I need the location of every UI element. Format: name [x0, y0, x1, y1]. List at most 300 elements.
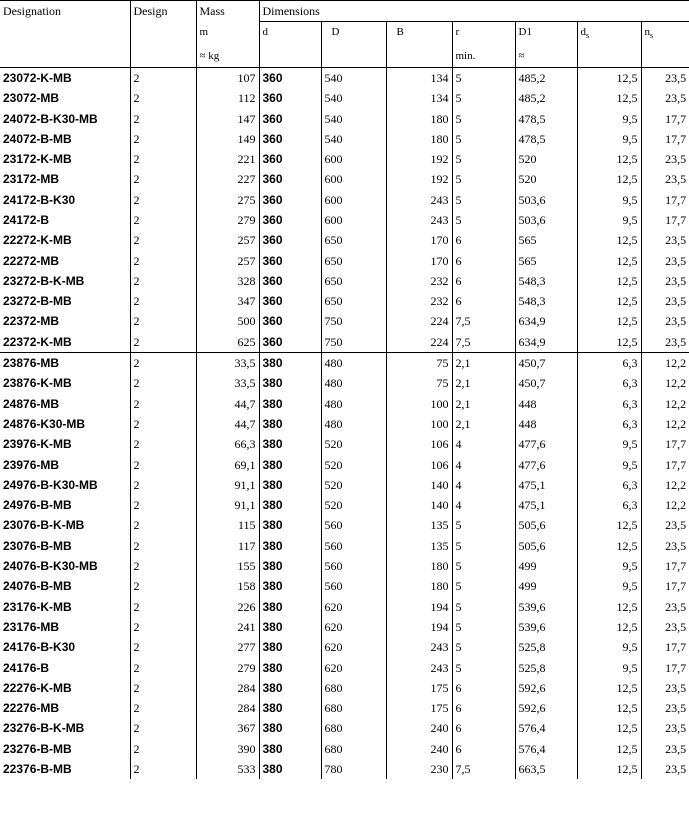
cell-ds: 12,5 [577, 759, 641, 779]
header-ds-sub: s [586, 31, 590, 41]
cell-ds: 12,5 [577, 739, 641, 759]
cell-designation: 23172-MB [3, 172, 60, 187]
cell-d: 380 [259, 637, 321, 657]
table-row [0, 556, 689, 576]
cell-ns: 12,2 [641, 475, 689, 495]
cell-r: 4 [452, 434, 515, 454]
cell-D: 650 [321, 291, 386, 311]
cell-d: 380 [259, 617, 321, 637]
header-ns-base: n [644, 26, 650, 39]
cell-design: 2 [130, 495, 196, 515]
cell-ns: 23,5 [641, 617, 689, 637]
table-row [0, 617, 689, 637]
cell-design: 2 [130, 657, 196, 677]
cell-B: 243 [386, 637, 452, 657]
cell-ns: 23,5 [641, 739, 689, 759]
cell-r: 6 [452, 291, 515, 311]
cell-ds: 6,3 [577, 394, 641, 414]
header-r-note: min. [452, 46, 515, 67]
cell-B: 180 [386, 556, 452, 576]
cell-designation: 24876-K30-MB [3, 416, 86, 431]
cell-design: 2 [130, 373, 196, 393]
cell-r: 5 [452, 617, 515, 637]
table-row [0, 475, 689, 495]
cell-d: 380 [259, 536, 321, 556]
cell-D1: 478,5 [515, 129, 577, 149]
cell-ds: 12,5 [577, 678, 641, 698]
table-row [0, 434, 689, 454]
cell-r: 5 [452, 576, 515, 596]
cell-r: 6 [452, 718, 515, 738]
cell-design: 2 [130, 190, 196, 210]
cell-d: 360 [259, 67, 321, 88]
cell-designation: 24176-B-K30 [3, 640, 76, 655]
cell-B: 243 [386, 210, 452, 230]
cell-ns: 23,5 [641, 250, 689, 270]
cell-ds: 6,3 [577, 475, 641, 495]
cell-D: 750 [321, 332, 386, 353]
cell-D: 480 [321, 394, 386, 414]
cell-d: 360 [259, 230, 321, 250]
cell-ns: 17,7 [641, 637, 689, 657]
cell-ds: 9,5 [577, 434, 641, 454]
cell-d: 380 [259, 698, 321, 718]
cell-designation: 23876-MB [0, 352, 130, 373]
table-row [0, 576, 689, 596]
cell-D1: 576,4 [515, 739, 577, 759]
header-mass-unit: ≈ kg [196, 46, 259, 67]
cell-d: 360 [259, 311, 321, 331]
cell-design: 2 [130, 88, 196, 108]
cell-B: 192 [386, 149, 452, 169]
cell-d: 380 [259, 576, 321, 596]
cell-B: 180 [386, 108, 452, 128]
cell-D1: 525,8 [515, 657, 577, 677]
cell-B: 224 [386, 332, 452, 353]
cell-B: 192 [386, 169, 452, 189]
cell-mass: 275 [196, 190, 259, 210]
cell-d: 380 [259, 352, 321, 373]
cell-ns: 23,5 [641, 230, 689, 250]
cell-ns: 12,2 [641, 495, 689, 515]
cell-r: 5 [452, 210, 515, 230]
cell-designation: 24076-B-K30-MB [3, 559, 98, 574]
cell-mass: 257 [196, 250, 259, 270]
cell-D1: 539,6 [515, 597, 577, 617]
cell-ds: 12,5 [577, 149, 641, 169]
cell-B: 100 [386, 394, 452, 414]
cell-design: 2 [130, 129, 196, 149]
cell-D: 560 [321, 515, 386, 535]
cell-d: 380 [259, 394, 321, 414]
cell-ds: 9,5 [577, 108, 641, 128]
cell-D1: 634,9 [515, 311, 577, 331]
cell-B: 175 [386, 698, 452, 718]
table-body [0, 67, 689, 779]
cell-r: 6 [452, 698, 515, 718]
cell-ns: 17,7 [641, 108, 689, 128]
cell-D: 540 [321, 88, 386, 108]
cell-D1: 485,2 [515, 88, 577, 108]
cell-design: 2 [130, 250, 196, 270]
cell-mass: 257 [196, 230, 259, 250]
cell-ns: 23,5 [641, 271, 689, 291]
cell-d: 360 [259, 169, 321, 189]
cell-D1: 565 [515, 250, 577, 270]
cell-ns: 23,5 [641, 291, 689, 311]
header-row-symbols [0, 22, 689, 47]
cell-ns: 17,7 [641, 210, 689, 230]
cell-design: 2 [130, 311, 196, 331]
cell-r: 5 [452, 190, 515, 210]
cell-d: 380 [259, 657, 321, 677]
cell-d: 380 [259, 434, 321, 454]
cell-ds: 12,5 [577, 88, 641, 108]
cell-B: 232 [386, 291, 452, 311]
cell-d: 360 [259, 149, 321, 169]
cell-ds: 12,5 [577, 311, 641, 331]
cell-D1: 448 [515, 394, 577, 414]
cell-mass: 625 [196, 332, 259, 353]
cell-r: 2,1 [452, 373, 515, 393]
cell-designation: 24072-B-MB [3, 131, 72, 146]
cell-r: 5 [452, 88, 515, 108]
table-row [0, 698, 689, 718]
cell-B: 106 [386, 434, 452, 454]
cell-design: 2 [130, 576, 196, 596]
cell-designation: 23976-MB [3, 457, 60, 472]
cell-mass: 44,7 [196, 394, 259, 414]
table-row [0, 657, 689, 677]
table-row [0, 169, 689, 189]
cell-D: 680 [321, 739, 386, 759]
cell-designation: 22272-K-MB [3, 233, 72, 248]
cell-mass: 533 [196, 759, 259, 779]
cell-B: 232 [386, 271, 452, 291]
cell-design: 2 [130, 67, 196, 88]
cell-designation: 23976-K-MB [3, 437, 72, 452]
table-row [0, 291, 689, 311]
cell-r: 4 [452, 475, 515, 495]
cell-B: 134 [386, 88, 452, 108]
cell-D1: 485,2 [515, 67, 577, 88]
cell-design: 2 [130, 230, 196, 250]
cell-D: 540 [321, 67, 386, 88]
header-row-titles [0, 1, 689, 22]
cell-design: 2 [130, 597, 196, 617]
cell-ns: 23,5 [641, 169, 689, 189]
cell-ns: 23,5 [641, 88, 689, 108]
cell-mass: 158 [196, 576, 259, 596]
cell-D1: 539,6 [515, 617, 577, 637]
table-row [0, 394, 689, 414]
cell-D: 520 [321, 454, 386, 474]
cell-mass: 279 [196, 210, 259, 230]
cell-ns: 23,5 [641, 67, 689, 88]
cell-mass: 227 [196, 169, 259, 189]
cell-designation: 22272-MB [3, 253, 60, 268]
cell-mass: 226 [196, 597, 259, 617]
cell-D: 560 [321, 536, 386, 556]
cell-D1: 450,7 [515, 373, 577, 393]
cell-d: 360 [259, 210, 321, 230]
header-d: d [259, 22, 321, 47]
cell-D1: 450,7 [515, 352, 577, 373]
cell-D1: 565 [515, 230, 577, 250]
cell-ds: 12,5 [577, 169, 641, 189]
cell-D1: 505,6 [515, 536, 577, 556]
table-row [0, 190, 689, 210]
cell-d: 360 [259, 190, 321, 210]
cell-ds: 9,5 [577, 454, 641, 474]
cell-designation: 24076-B-MB [3, 579, 72, 594]
cell-design: 2 [130, 454, 196, 474]
header-ds [577, 22, 641, 47]
cell-B: 75 [386, 373, 452, 393]
cell-r: 5 [452, 67, 515, 88]
cell-r: 5 [452, 657, 515, 677]
cell-design: 2 [130, 759, 196, 779]
cell-ds: 9,5 [577, 637, 641, 657]
cell-B: 135 [386, 515, 452, 535]
header-ns [641, 22, 689, 47]
cell-ns: 23,5 [641, 149, 689, 169]
cell-d: 380 [259, 678, 321, 698]
cell-r: 7,5 [452, 311, 515, 331]
cell-designation: 22276-MB [3, 701, 60, 716]
cell-D: 540 [321, 108, 386, 128]
cell-design: 2 [130, 637, 196, 657]
cell-design: 2 [130, 536, 196, 556]
cell-D: 600 [321, 149, 386, 169]
cell-r: 6 [452, 739, 515, 759]
cell-D: 680 [321, 718, 386, 738]
cell-r: 2,1 [452, 414, 515, 434]
cell-designation: 23876-K-MB [3, 376, 72, 391]
cell-designation: 23072-K-MB [3, 70, 72, 85]
header-design: Design [130, 1, 196, 22]
cell-B: 140 [386, 495, 452, 515]
cell-ns: 12,2 [641, 394, 689, 414]
cell-r: 6 [452, 271, 515, 291]
cell-D1: 634,9 [515, 332, 577, 353]
cell-designation: 22372-MB [3, 314, 60, 329]
cell-B: 180 [386, 576, 452, 596]
cell-d: 360 [259, 88, 321, 108]
cell-designation: 24172-B-K30 [3, 192, 76, 207]
cell-design: 2 [130, 352, 196, 373]
table-row [0, 678, 689, 698]
cell-design: 2 [130, 149, 196, 169]
cell-B: 100 [386, 414, 452, 434]
cell-D: 620 [321, 637, 386, 657]
table-row [0, 67, 689, 88]
cell-designation: 23076-B-K-MB [3, 518, 85, 533]
cell-D1: 525,8 [515, 637, 577, 657]
cell-r: 4 [452, 454, 515, 474]
cell-mass: 91,1 [196, 475, 259, 495]
cell-ns: 23,5 [641, 698, 689, 718]
cell-D: 600 [321, 190, 386, 210]
cell-B: 240 [386, 739, 452, 759]
cell-ns: 12,2 [641, 373, 689, 393]
cell-r: 5 [452, 169, 515, 189]
cell-B: 194 [386, 617, 452, 637]
header-row-units [0, 46, 689, 67]
cell-designation: 23176-K-MB [3, 599, 72, 614]
cell-design: 2 [130, 108, 196, 128]
cell-r: 5 [452, 597, 515, 617]
cell-mass: 500 [196, 311, 259, 331]
cell-d: 380 [259, 759, 321, 779]
cell-design: 2 [130, 718, 196, 738]
cell-mass: 44,7 [196, 414, 259, 434]
header-dimensions: Dimensions [259, 1, 689, 22]
cell-D: 680 [321, 698, 386, 718]
cell-ds: 9,5 [577, 556, 641, 576]
cell-d: 360 [259, 129, 321, 149]
cell-r: 5 [452, 129, 515, 149]
cell-ds: 12,5 [577, 332, 641, 353]
cell-d: 360 [259, 291, 321, 311]
cell-D1: 592,6 [515, 698, 577, 718]
cell-design: 2 [130, 291, 196, 311]
cell-B: 243 [386, 657, 452, 677]
cell-design: 2 [130, 414, 196, 434]
cell-ds: 12,5 [577, 250, 641, 270]
cell-ds: 6,3 [577, 352, 641, 373]
cell-mass: 149 [196, 129, 259, 149]
cell-D1: 520 [515, 169, 577, 189]
table-row [0, 454, 689, 474]
cell-D: 480 [321, 373, 386, 393]
cell-r: 6 [452, 678, 515, 698]
cell-B: 224 [386, 311, 452, 331]
cell-d: 380 [259, 739, 321, 759]
cell-mass: 91,1 [196, 495, 259, 515]
table-row [0, 311, 689, 331]
cell-D1: 499 [515, 576, 577, 596]
cell-B: 230 [386, 759, 452, 779]
cell-mass: 117 [196, 536, 259, 556]
cell-mass: 347 [196, 291, 259, 311]
header-D1: D1 [515, 22, 577, 47]
cell-mass: 328 [196, 271, 259, 291]
table-row [0, 373, 689, 393]
cell-D: 680 [321, 678, 386, 698]
cell-mass: 279 [196, 657, 259, 677]
cell-designation: 23176-MB [3, 619, 60, 634]
cell-B: 180 [386, 129, 452, 149]
cell-designation: 22276-K-MB [3, 680, 72, 695]
cell-r: 5 [452, 637, 515, 657]
cell-ds: 6,3 [577, 373, 641, 393]
header-ns-sub: s [650, 31, 654, 41]
cell-B: 170 [386, 250, 452, 270]
cell-d: 380 [259, 597, 321, 617]
header-B: B [386, 22, 452, 47]
table-row [0, 739, 689, 759]
cell-mass: 155 [196, 556, 259, 576]
table-row [0, 536, 689, 556]
cell-D: 600 [321, 210, 386, 230]
table-row [0, 759, 689, 779]
cell-B: 175 [386, 678, 452, 698]
header-D: D [321, 22, 386, 47]
cell-mass: 112 [196, 88, 259, 108]
cell-ns: 23,5 [641, 536, 689, 556]
cell-D1: 477,6 [515, 434, 577, 454]
cell-ns: 17,7 [641, 434, 689, 454]
cell-designation: 23076-B-MB [3, 538, 72, 553]
cell-r: 2,1 [452, 352, 515, 373]
cell-ns: 17,7 [641, 576, 689, 596]
cell-mass: 69,1 [196, 454, 259, 474]
cell-D1: 477,6 [515, 454, 577, 474]
cell-D1: 475,1 [515, 475, 577, 495]
table-row [0, 495, 689, 515]
cell-r: 2,1 [452, 394, 515, 414]
cell-D1: 548,3 [515, 291, 577, 311]
cell-D: 650 [321, 230, 386, 250]
cell-design: 2 [130, 434, 196, 454]
cell-r: 5 [452, 108, 515, 128]
cell-ns: 12,2 [641, 414, 689, 434]
cell-design: 2 [130, 515, 196, 535]
cell-designation: 24176-B [3, 660, 50, 675]
cell-designation: 24172-B [3, 213, 50, 227]
cell-D1: 478,5 [515, 108, 577, 128]
cell-mass: 107 [196, 67, 259, 88]
cell-D: 560 [321, 556, 386, 576]
table-row [0, 250, 689, 270]
table-row [0, 210, 689, 230]
cell-ns: 23,5 [641, 759, 689, 779]
header-designation: Designation [0, 1, 130, 22]
cell-D1: 576,4 [515, 718, 577, 738]
cell-d: 360 [259, 108, 321, 128]
cell-D: 520 [321, 475, 386, 495]
cell-ds: 12,5 [577, 718, 641, 738]
cell-ns: 23,5 [641, 718, 689, 738]
cell-r: 6 [452, 230, 515, 250]
cell-ns: 23,5 [641, 597, 689, 617]
cell-ns: 17,7 [641, 657, 689, 677]
cell-d: 380 [259, 475, 321, 495]
header-r: r [452, 22, 515, 47]
cell-mass: 33,5 [196, 352, 259, 373]
cell-ds: 9,5 [577, 129, 641, 149]
table-row [0, 108, 689, 128]
cell-r: 5 [452, 556, 515, 576]
cell-D: 520 [321, 495, 386, 515]
cell-design: 2 [130, 556, 196, 576]
cell-r: 5 [452, 149, 515, 169]
cell-D1: 505,6 [515, 515, 577, 535]
cell-mass: 284 [196, 678, 259, 698]
cell-ns: 17,7 [641, 190, 689, 210]
cell-B: 75 [386, 352, 452, 373]
cell-d: 380 [259, 495, 321, 515]
cell-ds: 12,5 [577, 698, 641, 718]
cell-ds: 12,5 [577, 536, 641, 556]
cell-d: 360 [259, 271, 321, 291]
cell-ds: 9,5 [577, 576, 641, 596]
cell-D: 480 [321, 414, 386, 434]
cell-design: 2 [130, 394, 196, 414]
cell-designation: 22376-B-MB [3, 762, 72, 777]
cell-mass: 115 [196, 515, 259, 535]
